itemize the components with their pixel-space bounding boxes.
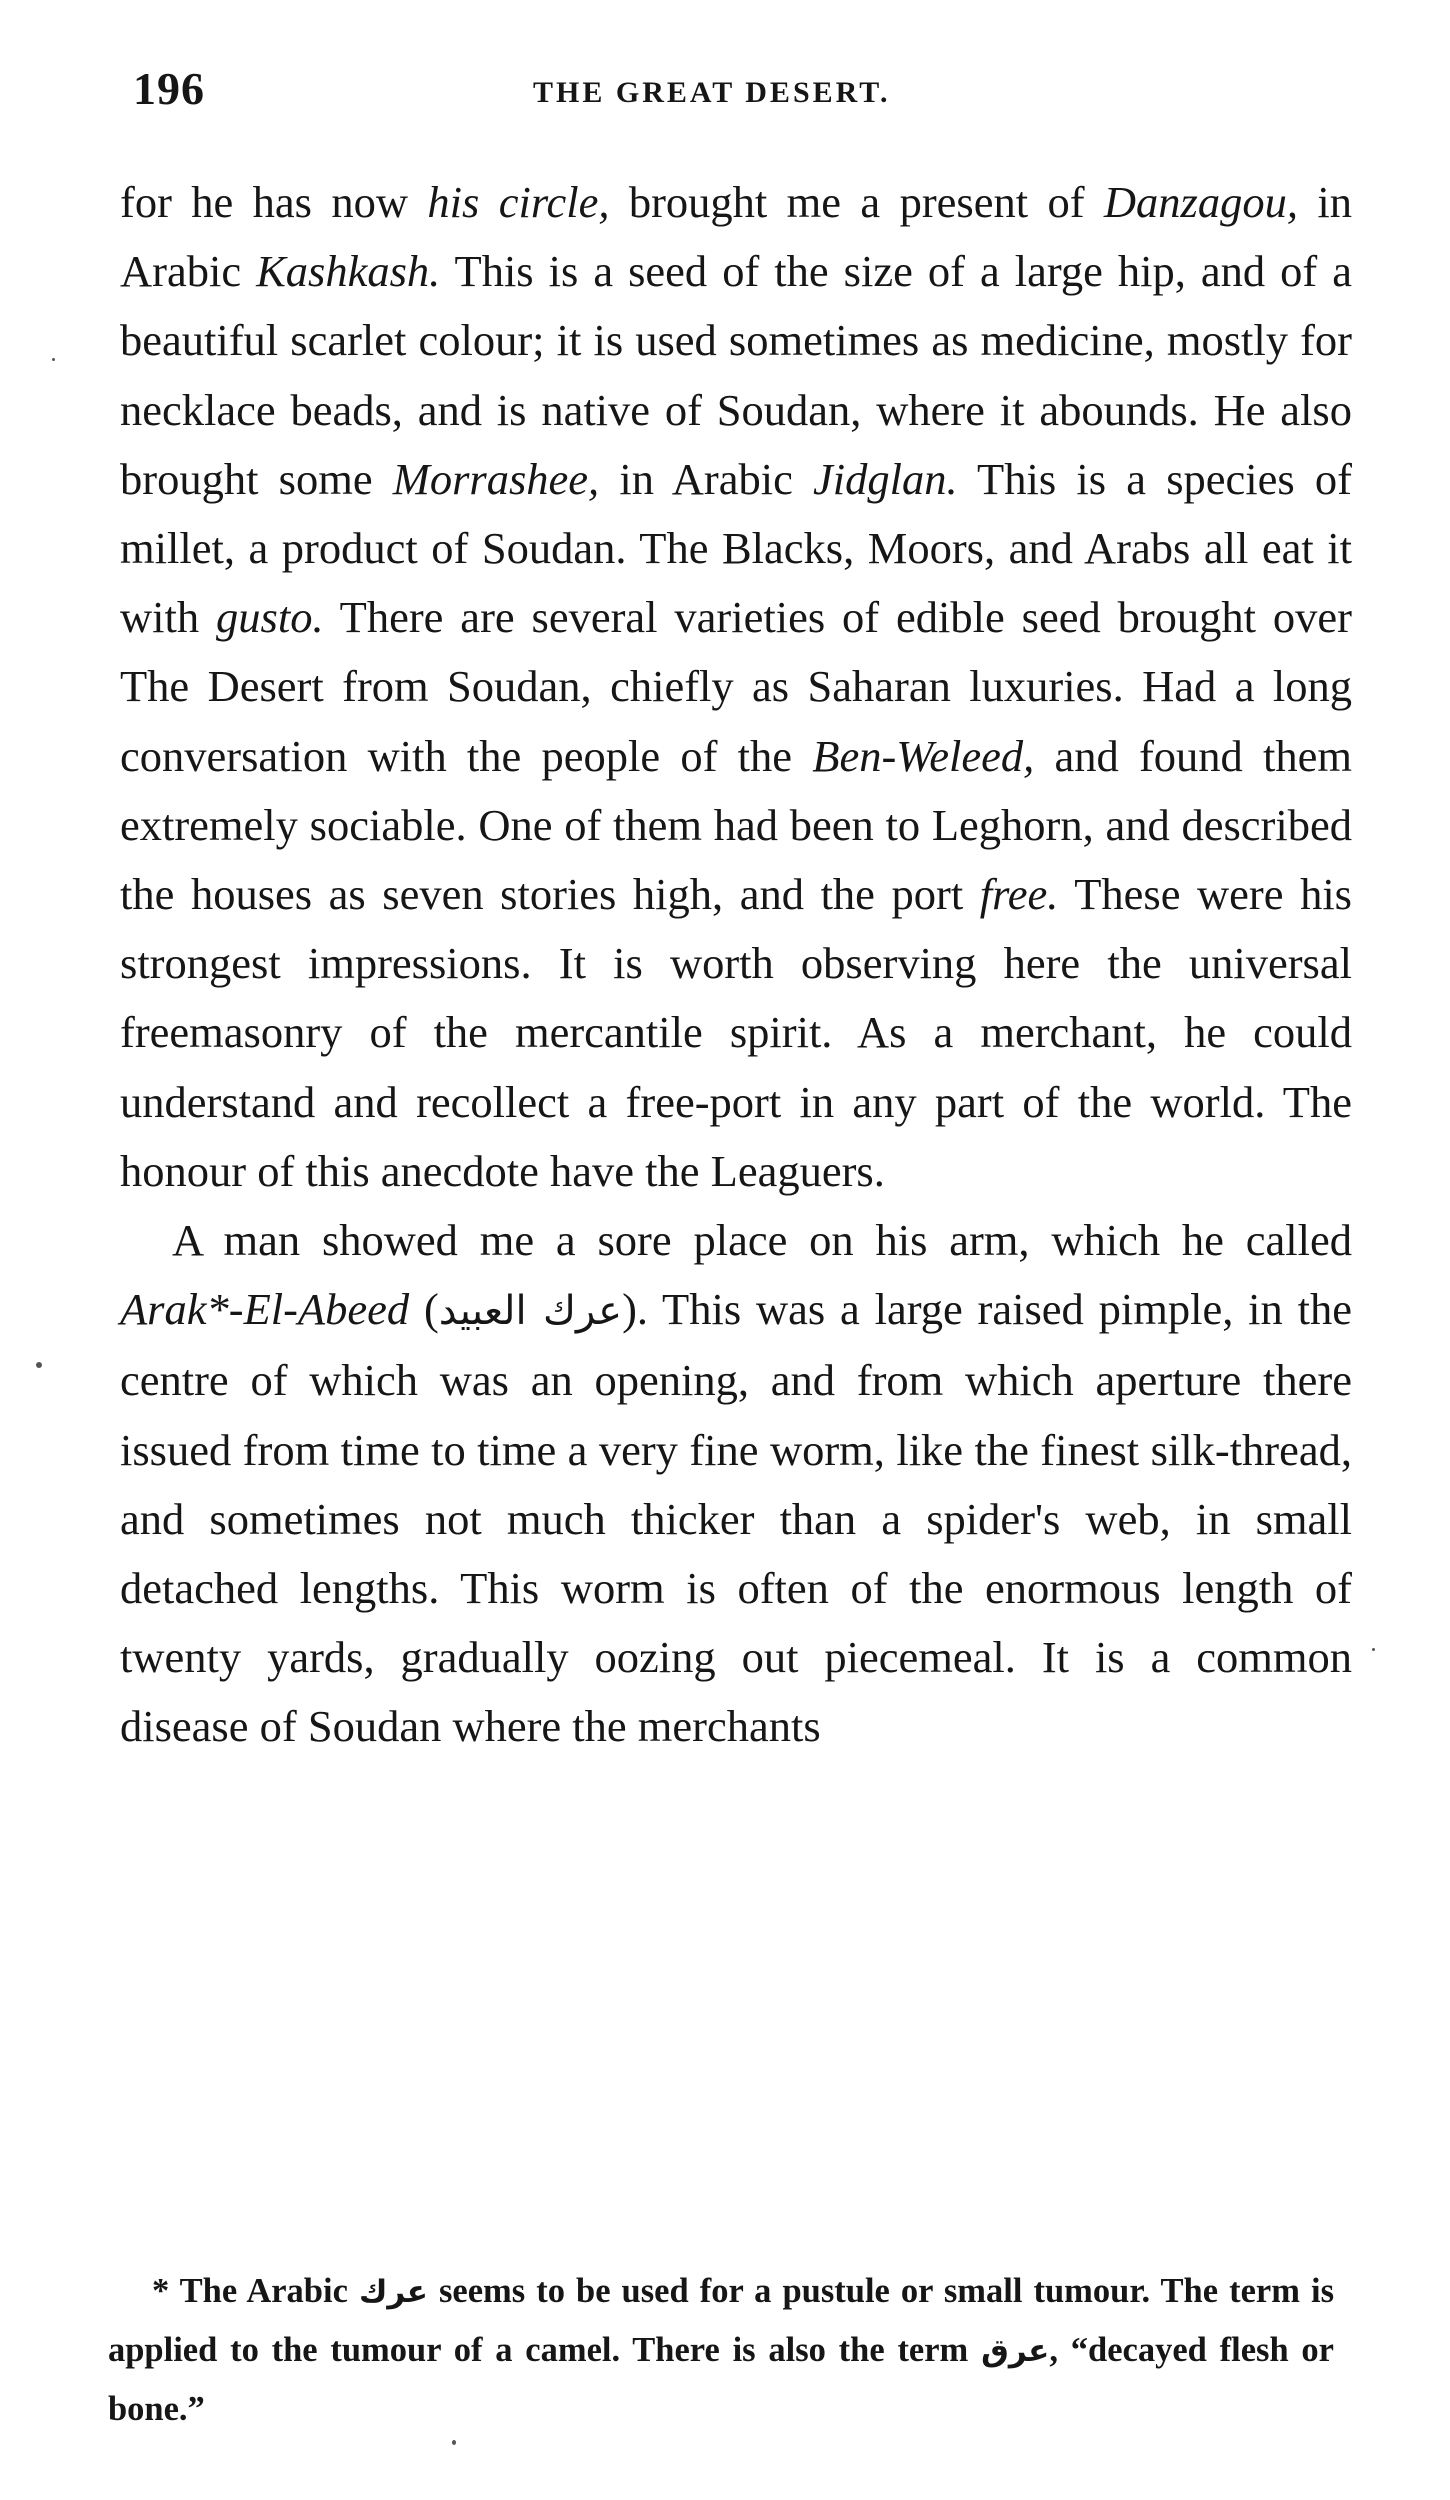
p1-italic-7: Ben-Weleed,: [812, 730, 1035, 781]
footnote-text-3: , “decayed flesh or bone.”: [108, 2331, 1334, 2428]
p1-italic-4: Morrashee,: [392, 453, 600, 504]
p1-italic-3: Kashkash.: [256, 246, 441, 297]
p2-text-3: ). This was a large raised pimple, in the centre of which was an opening, and from which aperture there issued from time to time a very fine worm, like the finest silk-thread, and sometimes not much thicker than a spider's web, in small detached lengths. This worm is often of the enormous length of twenty yards, gradually oozing out piecemeal. It is a common disease of Soudan where the merchants: [120, 1284, 1352, 1752]
p1-text-9: These were his strongest impressions. It is worth observing here the universal freemasonry of the mercantile spirit. As a merchant, he could understand and recollect a free-port in any part of the world. The honour of this anecdote have the Leaguers.: [120, 869, 1352, 1196]
paragraph-1: [120, 168, 1352, 1206]
footnote-arabic-1: عرك: [358, 2274, 428, 2310]
paragraph-2: [120, 1206, 1352, 1762]
footnote-text-2: seems to be used for a pustule or small tumour. The term is applied to the tumour of a camel. There is also the term: [108, 2272, 1334, 2369]
page-number: 196: [133, 63, 205, 114]
footnote-paragraph: [108, 2262, 1334, 2438]
running-head: THE GREAT DESERT.: [533, 76, 891, 109]
p1-text-2: brought me a present of: [609, 177, 1104, 227]
p1-text-7: There are several varieties of edible seed brought over The Desert from Soudan, chiefly as Saharan luxuries. Had a long conversation with the people of the: [120, 592, 1352, 781]
body-text: [120, 168, 1352, 1762]
p2-arabic-term: عرك العبيد: [438, 1288, 623, 1335]
p2-text-1: A man showed me a sore place on his arm, which he called: [172, 1215, 1352, 1266]
footnote: [108, 2262, 1334, 2438]
p1-text-3: in Arabic: [120, 177, 1352, 297]
print-speck: [452, 2440, 456, 2445]
footnote-arabic-2: عرق: [981, 2333, 1050, 2369]
p1-text-6: This is a species of millet, a product of Soudan. The Blacks, Moors, and Arabs all eat it with: [120, 453, 1352, 643]
p1-italic-8: free.: [979, 869, 1059, 920]
page-header: [133, 62, 1353, 122]
p1-text-8: and found them extremely sociable. One of them had been to Leghorn, and described the houses as seven stories high, and the port: [120, 730, 1352, 920]
footnote-text-1: * The Arabic: [152, 2272, 359, 2310]
p1-italic-5: Jidglan.: [813, 453, 958, 504]
p1-text-4: This is a seed of the size of a large hip, and of a beautiful scarlet colour; it is used sometimes as medicine, mostly for necklace beads, and is native of Soudan, where it abounds. He also brought some: [120, 246, 1352, 504]
p1-italic-1: his circle,: [427, 177, 610, 227]
p1-italic-2: Danzagou,: [1103, 177, 1298, 227]
p2-text-2: (: [409, 1284, 439, 1335]
p1-text-1: for he has now: [120, 177, 428, 227]
print-speck: [52, 358, 55, 361]
p2-italic-1: Arak*-El-Abeed: [120, 1284, 410, 1335]
p1-italic-6: gusto.: [216, 592, 324, 643]
print-speck: [1372, 1648, 1375, 1651]
print-speck: [36, 1362, 42, 1368]
p1-text-5: in Arabic: [599, 453, 814, 504]
